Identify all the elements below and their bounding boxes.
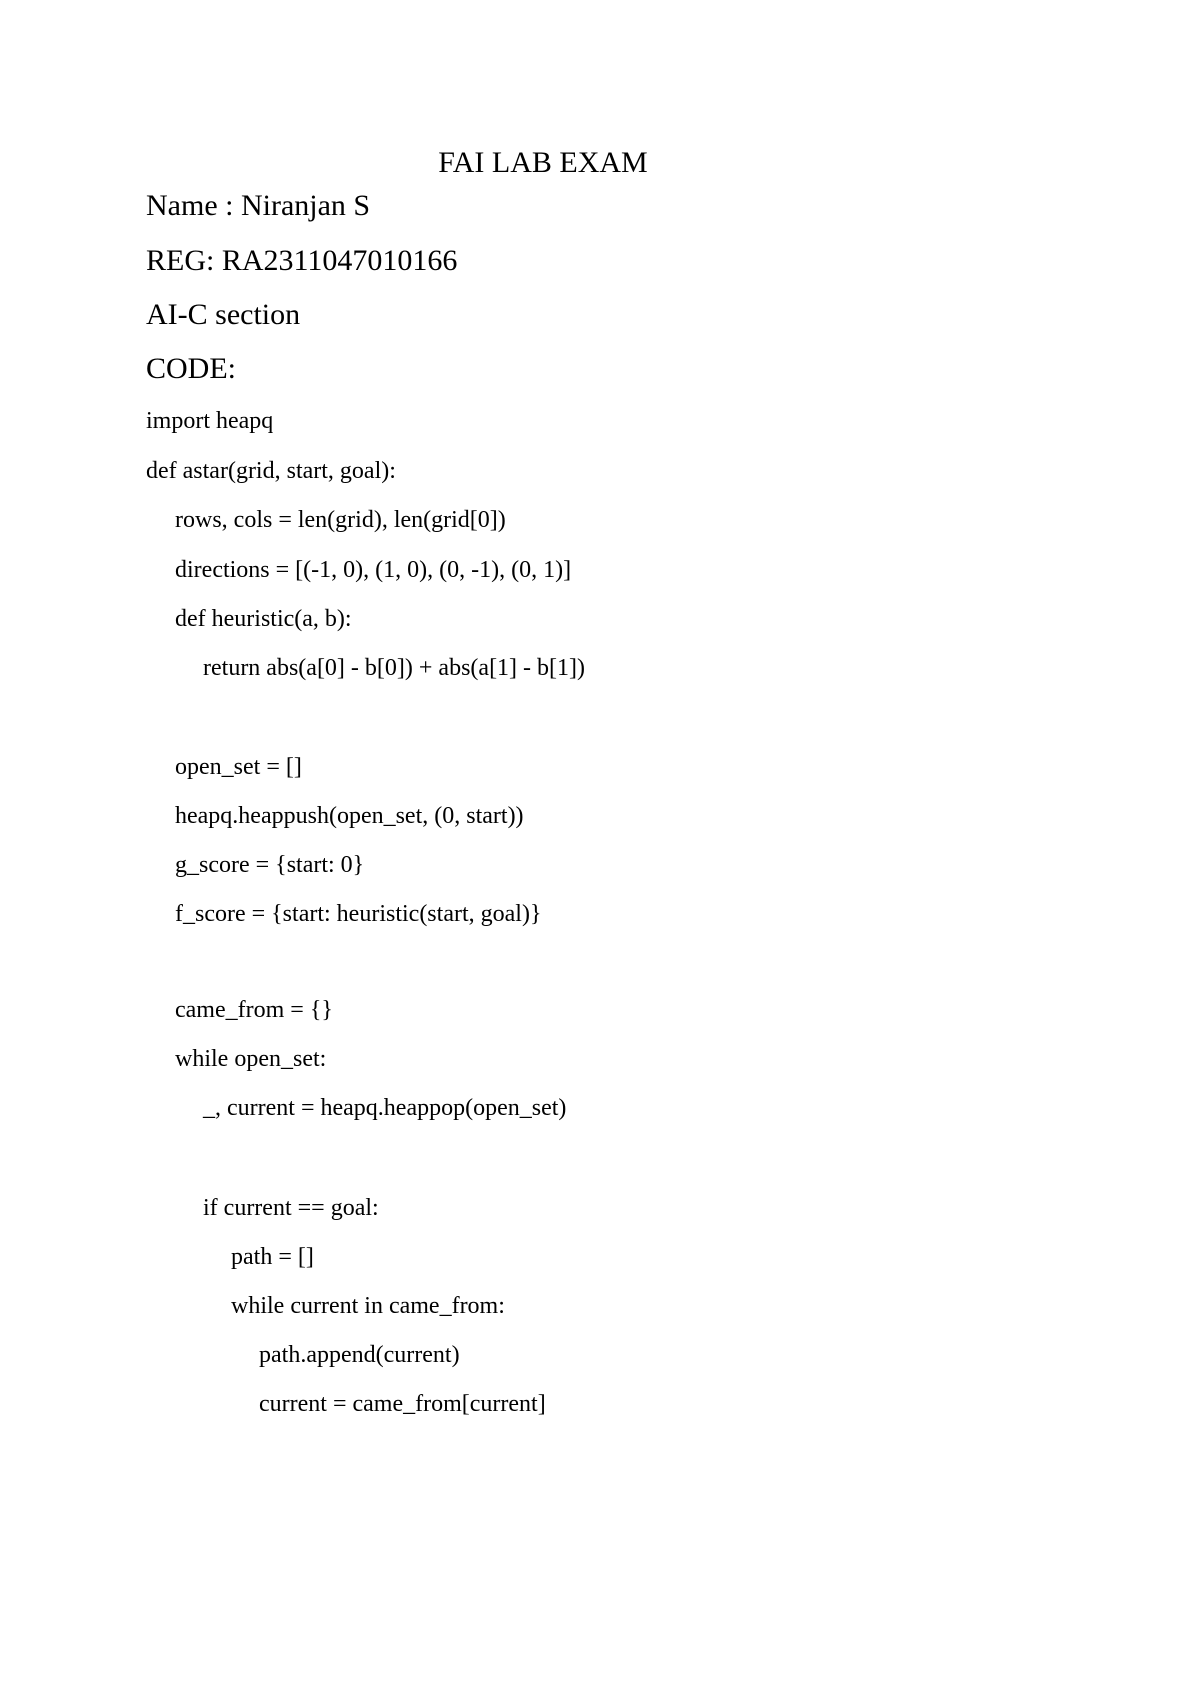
code-line: g_score = {start: 0} xyxy=(175,852,365,878)
code-line: while current in came_from: xyxy=(231,1293,505,1319)
code-line: rows, cols = len(grid), len(grid[0]) xyxy=(175,507,506,533)
code-line: path = [] xyxy=(231,1244,314,1270)
code-line: current = came_from[current] xyxy=(259,1391,546,1417)
document-title: FAI LAB EXAM xyxy=(438,146,648,179)
code-line: f_score = {start: heuristic(start, goal)} xyxy=(175,901,542,927)
code-line: came_from = {} xyxy=(175,997,333,1023)
code-line: heapq.heappush(open_set, (0, start)) xyxy=(175,803,524,829)
code-line: while open_set: xyxy=(175,1046,327,1072)
code-line: def heuristic(a, b): xyxy=(175,606,352,632)
code-line: import heapq xyxy=(146,408,274,434)
code-line: path.append(current) xyxy=(259,1342,460,1368)
code-heading: CODE: xyxy=(146,352,236,385)
code-line: def astar(grid, start, goal): xyxy=(146,458,396,484)
code-line: directions = [(-1, 0), (1, 0), (0, -1), (0, 1)] xyxy=(175,557,572,583)
section-label: AI-C section xyxy=(146,298,301,331)
code-line: open_set = [] xyxy=(175,754,302,780)
student-name: Name : Niranjan S xyxy=(146,189,371,222)
registration-number: REG: RA2311047010166 xyxy=(146,244,458,277)
code-line: return abs(a[0] - b[0]) + abs(a[1] - b[1]) xyxy=(203,655,586,681)
code-line: _, current = heapq.heappop(open_set) xyxy=(203,1095,567,1121)
code-line: if current == goal: xyxy=(203,1195,379,1221)
